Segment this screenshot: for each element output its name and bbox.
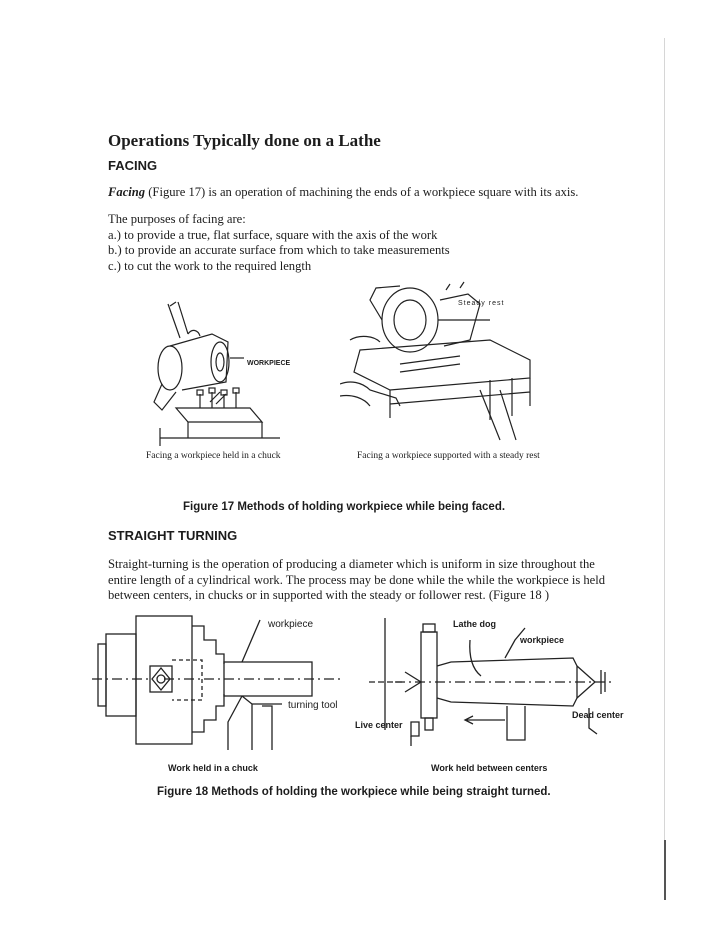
list-item: a.) to provide a true, flat surface, square with the axis of the work: [108, 227, 438, 242]
page-title: Operations Typically done on a Lathe: [108, 131, 381, 150]
heading-straight-turning: STRAIGHT TURNING: [108, 528, 238, 543]
caption-turning-chuck: Work held in a chuck: [168, 763, 258, 773]
label-live-center: Live center: [355, 720, 403, 730]
facing-intro: [108, 185, 578, 201]
facing-purposes: [108, 212, 450, 274]
caption-turning-centers: Work held between centers: [431, 763, 548, 773]
label-workpiece-fig17: WORKPIECE: [247, 360, 291, 367]
facing-term: Facing: [108, 185, 146, 199]
purposes-list: [108, 228, 450, 275]
page-edge-mark: [664, 840, 666, 900]
purposes-lead: The purposes of facing are:: [108, 212, 246, 226]
label-dead-center: Dead center: [572, 710, 624, 720]
figure-18-caption: Figure 18 Methods of holding the workpiece while being straight turned.: [157, 786, 551, 798]
heading-facing: FACING: [108, 158, 158, 173]
figure-turning-chuck: [92, 610, 362, 760]
list-item: c.) to cut the work to the required length: [108, 258, 312, 273]
caption-facing-steady-rest: Facing a workpiece supported with a steady rest: [357, 451, 540, 461]
paragraph-line: between centers, in chucks or in supported with the steady or follower rest. (Figure 18 ): [108, 588, 550, 602]
label-workpiece-left: workpiece: [268, 619, 314, 630]
caption-facing-chuck: Facing a workpiece held in a chuck: [146, 451, 281, 461]
figure-facing-chuck: [140, 298, 300, 448]
turning-paragraph: [108, 557, 605, 604]
figure-turning-centers: [365, 610, 630, 755]
page-edge-line: [664, 38, 665, 898]
label-turning-tool: turning tool: [288, 700, 338, 711]
facing-intro-text: (Figure 17) is an operation of machining the ends of a workpiece square with its axis.: [145, 185, 579, 199]
label-workpiece-right: workpiece: [520, 635, 565, 645]
figure-17-caption: Figure 17 Methods of holding workpiece while being faced.: [183, 501, 506, 513]
list-item: b.) to provide an accurate surface from which to take measurements: [108, 243, 450, 257]
label-lathe-dog: Lathe dog: [453, 619, 496, 629]
figure-facing-steady-rest: [340, 280, 550, 450]
paragraph-line: Straight-turning is the operation of producing a diameter which is uniform in size throughout the: [108, 557, 595, 571]
paragraph-line: entire length of a cylindrical work. The process may be done while the while the workpiece is held: [108, 572, 606, 587]
label-steady-rest: Steady rest: [458, 300, 505, 307]
